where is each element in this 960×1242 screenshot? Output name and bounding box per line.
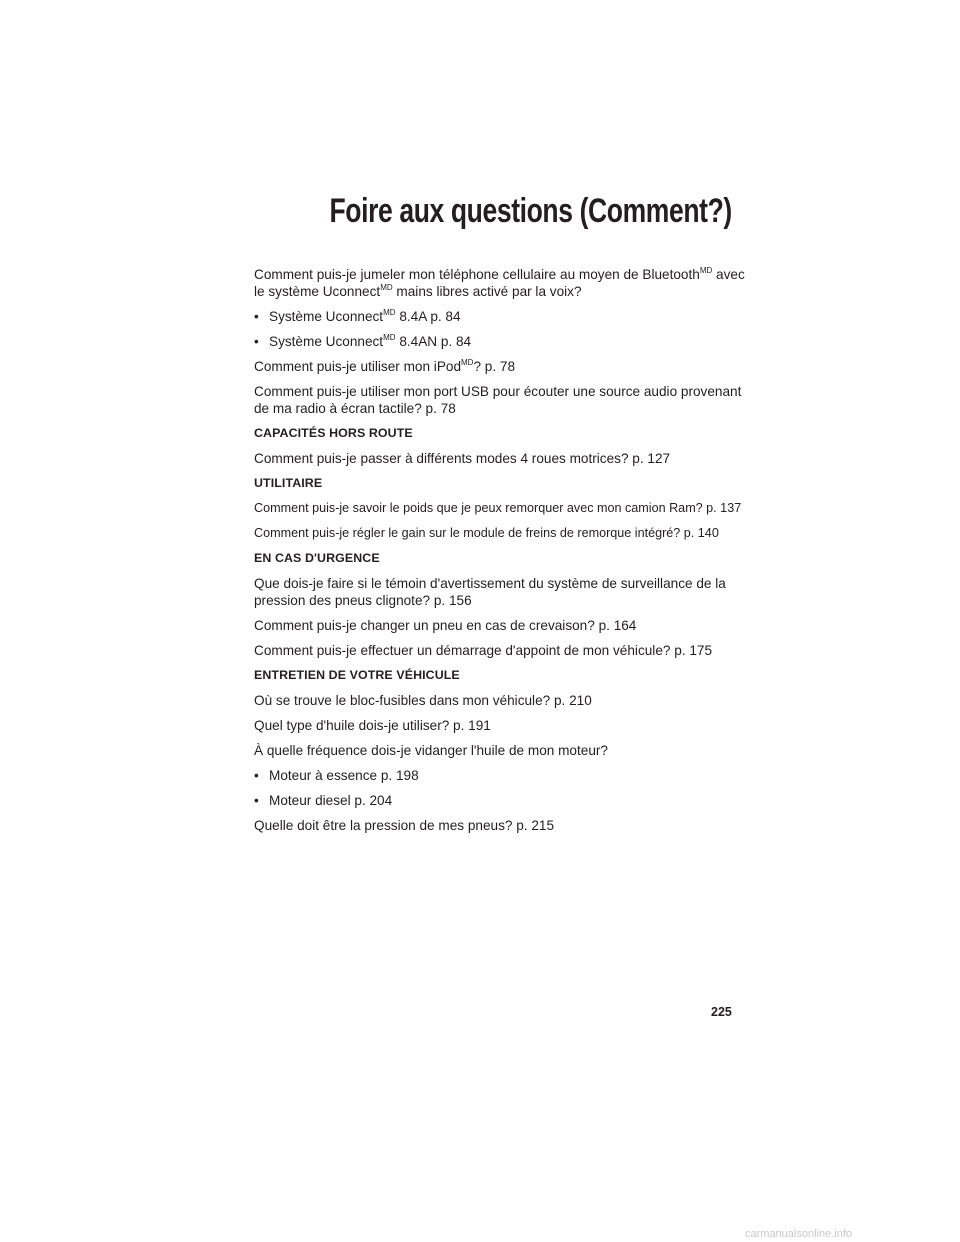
faq-question-oil-change: À quelle fréquence dois-je vidanger l'huile de mon moteur? [254, 743, 608, 758]
section-heading-utility: UTILITAIRE [254, 476, 323, 490]
bullet-icon: • [254, 334, 259, 349]
page-title: Foire aux questions (Comment?) [329, 192, 732, 230]
faq-content [254, 266, 754, 842]
watermark: carmanualsonline.info [745, 1228, 853, 1240]
bullet-icon: • [254, 309, 259, 324]
faq-question-fuses: Où se trouve le bloc-fusibles dans mon véhicule? p. 210 [254, 693, 592, 708]
faq-question-oil-type: Quel type d'huile dois-je utiliser? p. 191 [254, 718, 491, 733]
faq-question-ipod: Comment puis-je utiliser mon iPod$^{MD}$? p. 78 [254, 358, 516, 374]
bullet-icon: • [254, 768, 259, 783]
faq-question-bluetooth: Comment puis-je jumeler mon téléphone cellulaire au moyen de Bluetooth$^{MD}$ avec le système Uconnect$^{MD}$ mains libres activé par la voix? [254, 266, 745, 299]
section-heading-emergency: EN CAS D'URGENCE [254, 551, 380, 565]
faq-question-jump-start: Comment puis-je effectuer un démarrage d'appoint de mon véhicule? p. 175 [254, 643, 713, 658]
faq-question-flat-tire: Comment puis-je changer un pneu en cas de crevaison? p. 164 [254, 618, 637, 633]
faq-bullet-uconnect-84a: • Système Uconnect$^{MD}$ 8.4A p. 84 [254, 308, 461, 324]
faq-question-usb: Comment puis-je utiliser mon port USB pour écouter une source audio provenant de ma radio à écran tactile? p. 78 [254, 384, 742, 416]
faq-question-4wd: Comment puis-je passer à différents modes 4 roues motrices? p. 127 [254, 451, 671, 466]
faq-question-trailer-brake: Comment puis-je régler le gain sur le module de freins de remorque intégré? p. 140 [254, 526, 719, 540]
faq-bullet-uconnect-84an: • Système Uconnect$^{MD}$ 8.4AN p. 84 [254, 333, 472, 349]
faq-bullet-diesel-engine: • Moteur diesel p. 204 [254, 793, 393, 808]
page-number: 225 [711, 1005, 732, 1019]
faq-question-tpms: Que dois-je faire si le témoin d'avertissement du système de surveillance de la pression des pneus clignote? p. 156 [254, 576, 726, 608]
faq-question-tire-pressure: Quelle doit être la pression de mes pneus? p. 215 [254, 818, 555, 833]
section-heading-maintenance: ENTRETIEN DE VOTRE VÉHICULE [254, 668, 460, 682]
section-heading-offroad: CAPACITÉS HORS ROUTE [254, 426, 413, 440]
faq-question-towing: Comment puis-je savoir le poids que je peux remorquer avec mon camion Ram? p. 137 [254, 501, 742, 515]
bullet-icon: • [254, 793, 259, 808]
faq-bullet-gas-engine: • Moteur à essence p. 198 [254, 768, 419, 783]
